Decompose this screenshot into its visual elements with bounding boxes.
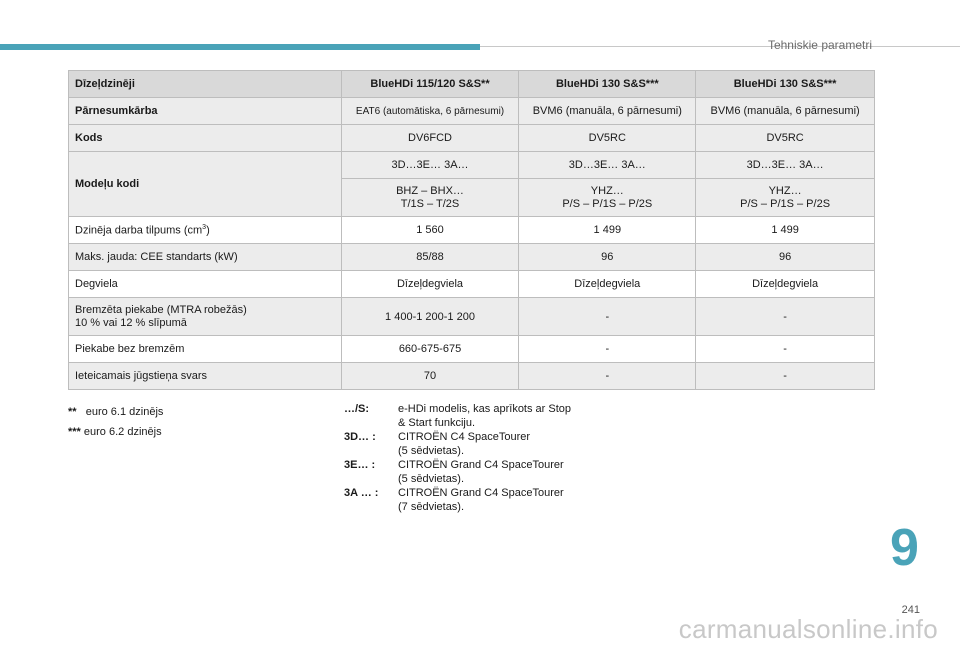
cell-line: T/1S – T/2S [400, 197, 460, 210]
table-cell: 1 560 [341, 217, 519, 244]
watermark: carmanualsonline.info [678, 614, 938, 644]
label-superscript: 3 [202, 223, 207, 231]
table-cell: - [696, 336, 875, 363]
table-cell: 1 499 [519, 217, 696, 244]
table-row-nose-weight [69, 363, 875, 390]
table-cell: 96 [696, 244, 875, 271]
cell-line: P/S – P/1S – P/2S [740, 197, 831, 210]
table-row-model-codes-1 [69, 152, 875, 179]
label-text: ) [206, 224, 210, 237]
table-cell: 3D…3E… 3A… [696, 152, 875, 179]
legend-item [344, 486, 608, 514]
table-row-transmission [69, 98, 875, 125]
row-label-unbraked-trailer: Piekabe bez bremzēm [69, 336, 342, 363]
row-label-fuel: Degviela [69, 271, 342, 298]
row-label-code: Kods [69, 125, 342, 152]
legend-description [398, 402, 608, 430]
row-label-braked-trailer [69, 298, 342, 336]
table-cell: 96 [519, 244, 696, 271]
legend-line: (7 sēdvietas). [398, 501, 465, 513]
cell-line: YHZ… [768, 184, 802, 197]
table-cell: 3D…3E… 3A… [519, 152, 696, 179]
legend-code: 3E… : [344, 459, 376, 471]
legend-item [344, 402, 608, 430]
table-cell [519, 179, 696, 217]
label-line: Bremzēta piekabe (MTRA robežās) [75, 303, 247, 316]
legend-code: 3D… : [344, 431, 376, 443]
table-cell: - [696, 298, 875, 336]
footnotes [68, 402, 163, 442]
table-cell: Dīzeļdegviela [519, 271, 696, 298]
table-cell: 660-675-675 [341, 336, 519, 363]
engine-specs-table [68, 70, 875, 390]
footnote [68, 402, 163, 422]
table-cell: - [519, 336, 696, 363]
column-header-engine-2: BlueHDi 130 S&S*** [519, 71, 696, 98]
page-number: 241 [901, 604, 920, 616]
column-header-engine-3: BlueHDi 130 S&S*** [696, 71, 875, 98]
header-rule [480, 46, 960, 47]
legend-line: (5 sēdvietas). [398, 473, 465, 485]
table-cell: 1 499 [696, 217, 875, 244]
legend-line: CITROËN C4 SpaceTourer [398, 431, 531, 443]
legend-description [398, 458, 608, 486]
table-row-power [69, 244, 875, 271]
row-label-nose-weight: Ieteicamais jūgstieņa svars [69, 363, 342, 390]
footnote-text: euro 6.1 dzinējs [85, 406, 164, 418]
cell-line: P/S – P/1S – P/2S [562, 197, 653, 210]
table-cell: EAT6 (automātiska, 6 pārnesumi) [341, 98, 519, 125]
table-row-displacement [69, 217, 875, 244]
table-cell: DV5RC [696, 125, 875, 152]
label-text: Dzinēja darba tilpums (cm [75, 224, 203, 237]
table-cell: BVM6 (manuāla, 6 pārnesumi) [519, 98, 696, 125]
table-cell [341, 179, 519, 217]
table-cell: Dīzeļdegviela [696, 271, 875, 298]
legend-line: CITROËN Grand C4 SpaceTourer [398, 487, 564, 499]
legend-code: …/S: [344, 403, 370, 415]
table-cell: 1 400-1 200-1 200 [341, 298, 519, 336]
row-label-transmission: Pārnesumkārba [69, 98, 342, 125]
cell-line: BHZ – BHX… [396, 184, 464, 197]
table-cell: 85/88 [341, 244, 519, 271]
table-cell: - [696, 363, 875, 390]
row-label-model-codes: Modeļu kodi [69, 152, 342, 217]
table-cell [696, 179, 875, 217]
legend-line: CITROËN Grand C4 SpaceTourer [398, 459, 564, 471]
table-cell: - [519, 298, 696, 336]
footnote-text: euro 6.2 dzinējs [83, 426, 162, 438]
table-cell: Dīzeļdegviela [341, 271, 519, 298]
model-code-legend [344, 402, 608, 514]
footnote-marker: *** [68, 426, 81, 438]
table-row-fuel [69, 271, 875, 298]
table-header-row [69, 71, 875, 98]
legend-code: 3A … : [344, 487, 379, 499]
table-cell: 3D…3E… 3A… [341, 152, 519, 179]
table-cell: BVM6 (manuāla, 6 pārnesumi) [696, 98, 875, 125]
table-cell: DV6FCD [341, 125, 519, 152]
legend-item [344, 430, 608, 458]
table-row-code [69, 125, 875, 152]
column-header-engine-1: BlueHDi 115/120 S&S** [341, 71, 519, 98]
table-cell: 70 [341, 363, 519, 390]
chapter-number: 9 [890, 519, 919, 577]
cell-line: YHZ… [590, 184, 624, 197]
table-row-unbraked-trailer [69, 336, 875, 363]
label-line: 10 % vai 12 % slīpumā [75, 316, 187, 329]
legend-line: e-HDi modelis, kas aprīkots ar Stop [398, 403, 572, 415]
legend-description [398, 486, 608, 514]
row-label-displacement [69, 217, 342, 244]
table-cell: DV5RC [519, 125, 696, 152]
section-title: Tehniskie parametri [767, 38, 872, 52]
footnote [68, 422, 163, 442]
table-cell: - [519, 363, 696, 390]
legend-line: & Start funkciju. [398, 417, 476, 429]
column-header-engines: Dīzeļdzinēji [69, 71, 342, 98]
row-label-power: Maks. jauda: CEE standarts (kW) [69, 244, 342, 271]
footnote-marker: ** [68, 406, 77, 418]
header-accent-bar [0, 44, 480, 50]
table-row-braked-trailer [69, 298, 875, 336]
legend-line: (5 sēdvietas). [398, 445, 465, 457]
legend-item [344, 458, 608, 486]
legend-description [398, 430, 608, 458]
